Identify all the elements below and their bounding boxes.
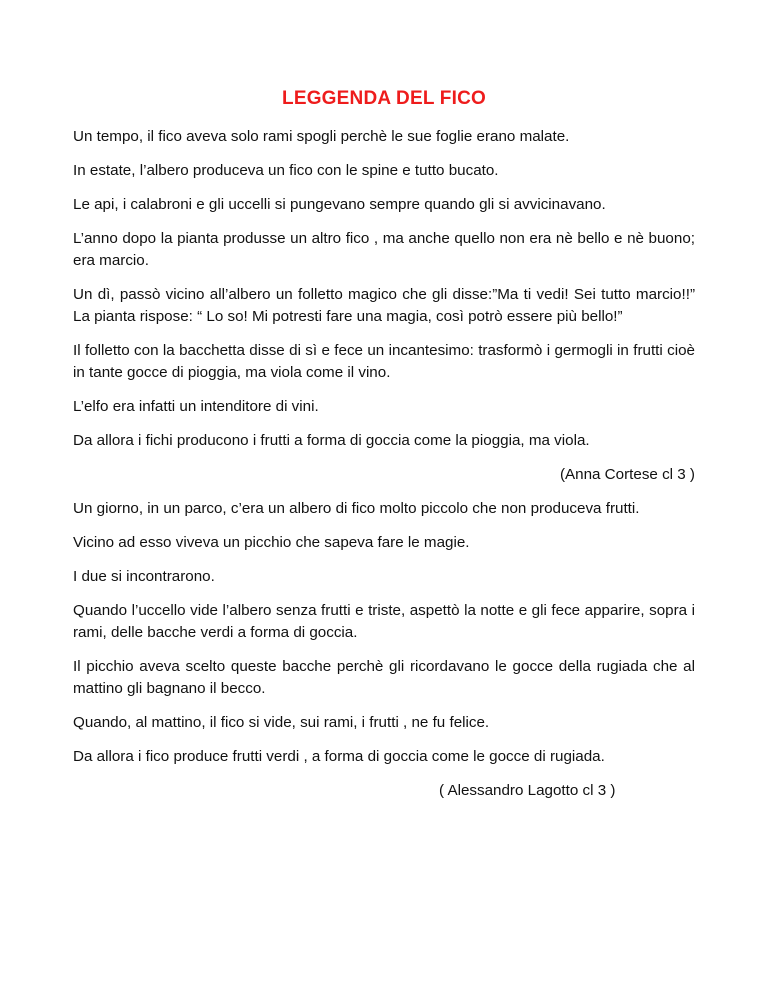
document-page bbox=[73, 86, 695, 814]
story2-paragraph-4: Quando l’uccello vide l’albero senza frutti e triste, aspettò la notte e gli fece apparire, sopra i rami, delle bacche verdi a forma di goccia. bbox=[73, 602, 695, 641]
document-title: LEGGENDA DEL FICO bbox=[282, 88, 486, 109]
story2-paragraph-6: Quando, al mattino, il fico si vide, sui rami, i frutti , ne fu felice. bbox=[73, 714, 490, 731]
story1-paragraph-3: Le api, i calabroni e gli uccelli si pungevano sempre quando gli si avvicinavano. bbox=[73, 196, 606, 213]
story1-paragraph-8: Da allora i fichi producono i frutti a forma di goccia come la pioggia, ma viola. bbox=[73, 432, 590, 449]
story2-paragraph-5: Il picchio aveva scelto queste bacche perchè gli ricordavano le gocce della rugiada che al mattino gli bagnano il becco. bbox=[73, 658, 695, 697]
story2-paragraph-1: Un giorno, in un parco, c’era un albero di fico molto piccolo che non produceva frutti. bbox=[73, 500, 640, 517]
story1-author: (Anna Cortese cl 3 ) bbox=[559, 466, 695, 483]
story1-paragraph-5: Un dì, passò vicino all’albero un folletto magico che gli disse:”Ma ti vedi! Sei tutto marcio!!” La pianta rispose: “ Lo so! Mi potresti fare una magia, così potrò essere più bello!” bbox=[73, 286, 695, 325]
story2-paragraph-2: Vicino ad esso viveva un picchio che sapeva fare le magie. bbox=[73, 534, 470, 551]
story1-paragraph-1: Un tempo, il fico aveva solo rami spogli perchè le sue foglie erano malate. bbox=[73, 128, 570, 145]
story2-author: ( Alessandro Lagotto cl 3 ) bbox=[439, 782, 616, 799]
story1-paragraph-2: In estate, l’albero produceva un fico con le spine e tutto bucato. bbox=[73, 162, 499, 179]
story1-paragraph-7: L’elfo era infatti un intenditore di vini. bbox=[73, 398, 319, 415]
story1-paragraph-6: Il folletto con la bacchetta disse di sì e fece un incantesimo: trasformò i germogli in frutti cioè in tante gocce di pioggia, ma viola come il vino. bbox=[73, 342, 695, 381]
story2-paragraph-7: Da allora i fico produce frutti verdi , a forma di goccia come le gocce di rugiada. bbox=[73, 748, 605, 765]
story1-paragraph-4: L’anno dopo la pianta produsse un altro fico , ma anche quello non era nè bello e nè buono; era marcio. bbox=[73, 230, 695, 269]
story2-paragraph-3: I due si incontrarono. bbox=[73, 568, 215, 585]
